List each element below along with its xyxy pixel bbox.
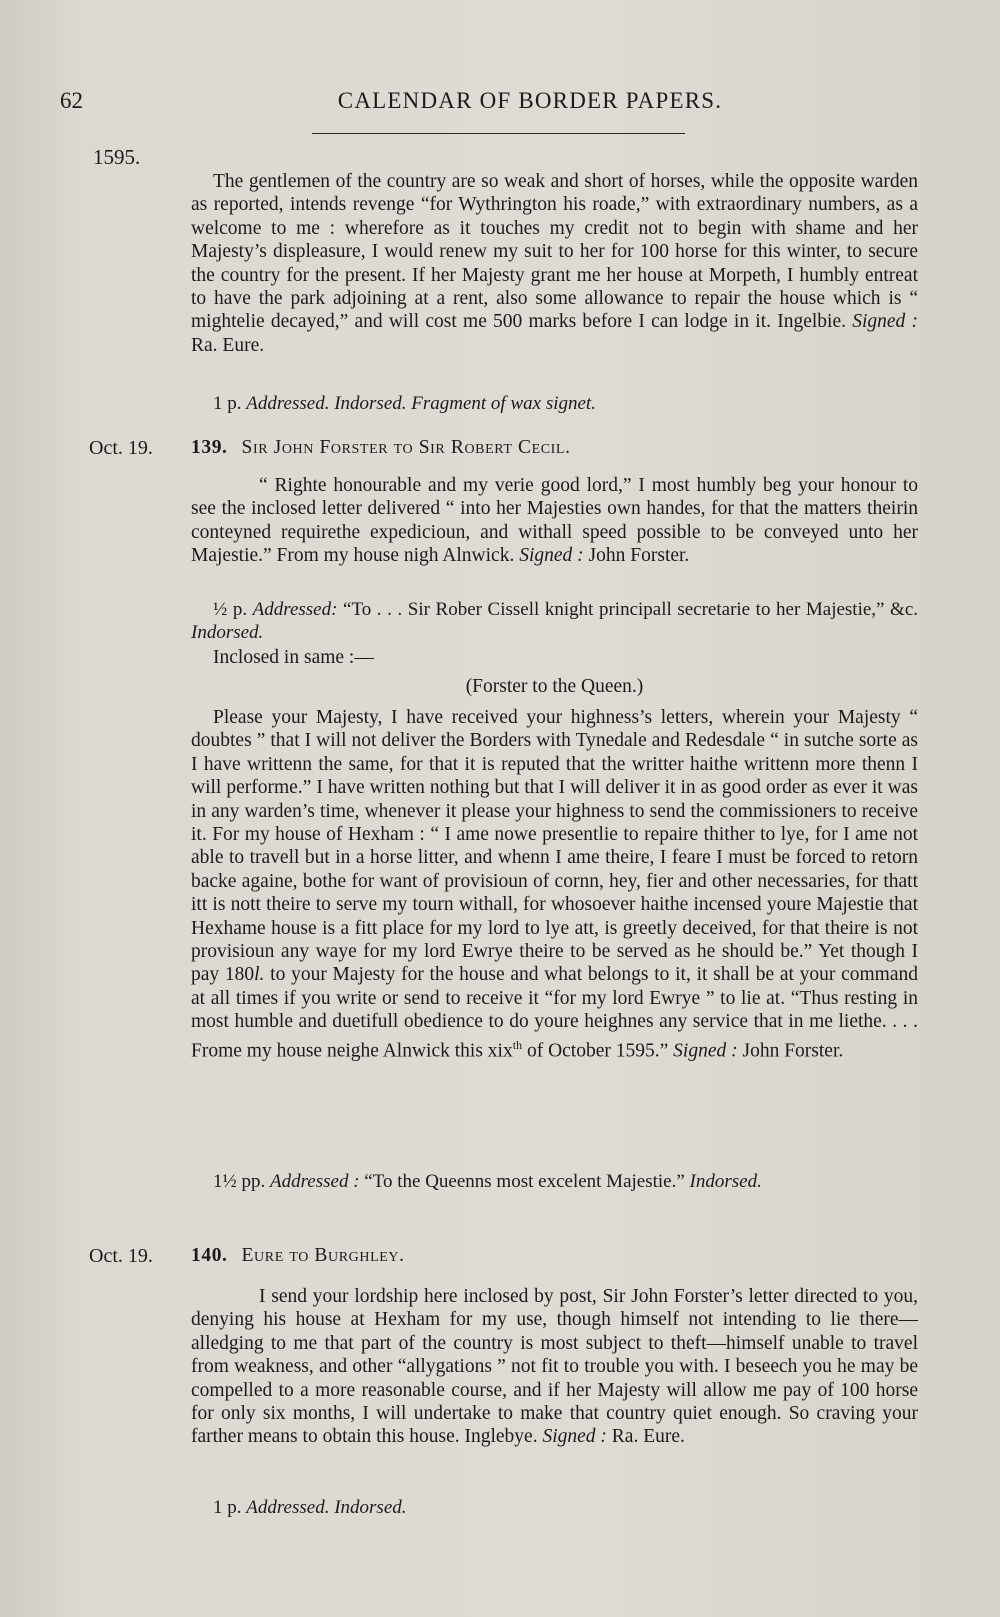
entry-139-note-addressed-text: “To . . . Sir Rober Cissell knight principall secretarie to her Majestie,” &c.: [343, 599, 919, 620]
entry-140-heading: [191, 1245, 405, 1267]
entry-139-heading: [191, 437, 571, 459]
entry-140-signed-name: Ra. Eure.: [611, 1426, 685, 1448]
entry-140-date: Oct. 19.: [89, 1245, 153, 1267]
entry-140-note-pages: 1 p.: [213, 1497, 242, 1518]
inclosure-body: [191, 706, 918, 1063]
entry-140-text: I send your lordship here inclosed by post, Sir John Forster’s letter directed to you, denying his house at Hexham for my use, though himself not intending to lie there—alledging to me that part of the country is most subject to theft—himself unable to travel from weakness, and other “allygations ” not fit to trouble you with. I beseech you he may be compelled to a more reasonable course, and if her Majesty will allow me pay of 100 horse for only six months, I will undertake to make that country quiet enough. So craving your farther means to obtain this house. Inglebye.: [191, 1286, 918, 1448]
entry-139-note-pages: ½ p.: [213, 599, 248, 620]
entry-139-note2-addressed-text: “To the Queenns most excelent Majestie.”: [364, 1171, 685, 1192]
inclosure-superscript: th: [512, 1037, 523, 1052]
entry-140-body: [191, 1285, 918, 1449]
entry-139-number: 139.: [191, 437, 228, 458]
inclosure-title: (Forster to the Queen.): [465, 676, 644, 697]
entry-139-text: “ Righte honourable and my verie good lord,” I most humbly beg your honour to see the inclosed letter delivered “ into her Majesties own handes, for that the matters theirin conteyned requirethe expedicioun, and withall speed possible to be conveyed unto her Majestie.” From my house nigh Alnwick.: [191, 475, 918, 567]
entry-140-note: [191, 1496, 918, 1519]
page-header: [60, 88, 940, 128]
prev-letter-body: [191, 170, 918, 357]
entry-139-note-indorsed: Indorsed.: [191, 622, 264, 644]
entry-140-signed-label: Signed :: [542, 1426, 607, 1448]
inclosure-text-3: of October 1595.”: [522, 1040, 669, 1062]
entry-139-note-addressed-label: Addressed:: [252, 599, 338, 620]
inclosure-signed-label: Signed :: [673, 1040, 738, 1062]
inclosure-text-1: Please your Majesty, I have received your highness’s letters, wherein your Majesty “ doubtes ” that I will not deliver the Borders with Tynedale and Redesdale “ in sutche sorte as I have writtenn the same, for that it is reputed that the writter haithe writtenn more thenn I will performe.” I have written nothing but that I will deliver it in as good order as ever it was in any warden’s time, whenever it please your highness to send the commissioners to receive it. For my house of Hexham : “ I ame nowe presentlie to repaire thither to lye, for I ame not able to travell but in a horse litter, and whenn I ame theire, I feare I must be forced to retorn backe againe, bothe for want of provisioun of cornn, hey, fier and other necessaries, for thatt itt is nott theire to serve my tourn withall, for whosoever haithe incensed youre Majestie that Hexhame house is a fitt place for my lord to lye att, is greetly deceived, for that theire is not provisioun any waye for my lord Ewrye theire to be served as he should be.” Yet though I pay 180: [191, 707, 918, 986]
entry-139-signed-label: Signed :: [519, 545, 584, 567]
entry-139-note2-addressed-label: Addressed :: [270, 1171, 360, 1192]
prev-note-text: Addressed. Indorsed. Fragment of wax signet.: [246, 393, 596, 414]
entry-139-note: [191, 598, 918, 645]
page-number: 62: [60, 88, 83, 113]
inclosure-text-2: to your Majesty for the house and what belongs to it, it shall be at your command at all times if you write or send to receive it “for my lord Ewrye ” to lie at. “Thus resting in most humble and duetifull obedience to do youre heighnes any service that in me liethe. . . . Frome my house neighe Alnwick this xix: [191, 964, 919, 1062]
inclosure-signed-name: John Forster.: [742, 1040, 844, 1062]
prev-note: [191, 392, 918, 415]
entry-139-signed-name: John Forster.: [588, 545, 690, 567]
header-rule: [312, 133, 685, 134]
entry-139-title: Sir John Forster to Sir Robert Cecil.: [241, 437, 571, 458]
running-title: CALENDAR OF BORDER PAPERS.: [337, 88, 723, 113]
prev-signed-label: Signed :: [852, 311, 918, 333]
entry-140-note-text: Addressed. Indorsed.: [246, 1497, 407, 1518]
entry-139-note2-pages: 1½ pp.: [213, 1171, 266, 1192]
entry-140-title: Eure to Burghley.: [241, 1245, 405, 1266]
year-label: 1595.: [93, 145, 141, 169]
inclosure-pound-mark: l.: [254, 964, 265, 986]
entry-139-date: Oct. 19.: [89, 437, 153, 459]
entry-139-note2-indorsed: Indorsed.: [689, 1171, 762, 1192]
prev-letter-text: The gentlemen of the country are so weak and short of horses, while the opposite warden as reported, intends revenge “for Wythrington his roade,” with extraordinary numbers, as a welcome to me : wherefore as it touches my credit not to begin with shame and her Majesty’s displeasure, I would renew my suit to her for 100 horse for this winter, to secure the country for the present. If her Majesty grant me her house at Morpeth, I humbly entreat to have the park adjoining at a rent, also some allowance to repair the house which is “ mightelie decayed,” and will cost me 500 marks before I can lodge in it. Ingelbie.: [191, 171, 918, 333]
prev-signed-name: Ra. Eure.: [191, 334, 265, 356]
prev-note-pages: 1 p.: [213, 393, 242, 414]
entry-139-body: [191, 474, 918, 568]
entry-140-number: 140.: [191, 1245, 228, 1266]
inclosed-label: Inclosed in same :—: [213, 647, 374, 668]
entry-139-note2: [191, 1170, 918, 1193]
